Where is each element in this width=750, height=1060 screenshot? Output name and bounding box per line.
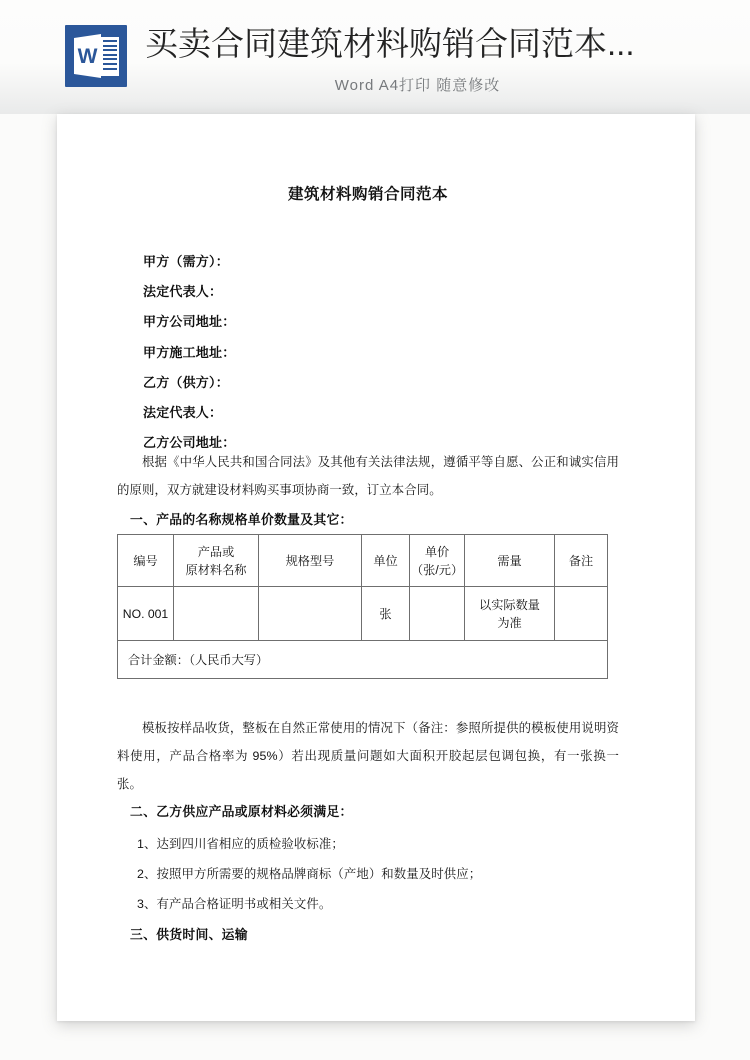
table-header-product-name-line1: 产品或 — [197, 544, 235, 559]
table-header-demand-line1: 需量 — [497, 553, 522, 568]
section-two-heading: 二、乙方供应产品或原材料必须满足： — [130, 804, 353, 819]
word-document-icon — [65, 25, 127, 87]
table-header-price-line1: 单价 — [424, 544, 450, 559]
table-header-spec-line1: 规格型号 — [285, 553, 335, 568]
document-body — [117, 114, 619, 1021]
table-header-product-name — [174, 535, 259, 587]
party-label-supplier-legal-rep: 法定代表人： — [143, 404, 223, 420]
party-label-supplier: 乙方（供方）： — [143, 374, 229, 390]
list-item: 3、有产品合格证明书或相关文件。 — [137, 897, 332, 911]
table-cell-demand — [465, 587, 555, 641]
table-cell-spec — [259, 587, 362, 641]
table-header-code — [118, 535, 174, 587]
table-cell-price — [410, 587, 465, 641]
table-cell-code: NO. 001 — [118, 587, 174, 641]
table-total-row — [118, 641, 608, 679]
table-cell-demand-line1: 以实际数量 — [479, 597, 540, 612]
table-cell-product-name — [174, 587, 259, 641]
table-cell-demand-line2: 为准 — [497, 615, 522, 630]
table-header-unit-line1: 单位 — [373, 553, 398, 568]
products-table — [117, 534, 608, 679]
table-cell-remark — [555, 587, 608, 641]
party-label-buyer-company-address: 甲方公司地址： — [143, 314, 236, 330]
list-item: 1、达到四川省相应的质检验收标准； — [137, 837, 344, 851]
table-header-spec — [259, 535, 362, 587]
table-header-code-line1: 编号 — [133, 553, 158, 568]
template-paragraph: 模板按样品收货，整板在自然正常使用的情况下（备注：参照所提供的模板使用说明资料使用，产品合格率为 95%）若出现质量问题如大面积开胶起层包调包换，有一张换一张。 — [117, 721, 619, 791]
table-header-product-name-line2: 原材料名称 — [185, 562, 247, 577]
word-icon-document-lines — [101, 37, 119, 76]
preview-header-inner — [57, 0, 695, 114]
table-header-remark — [555, 535, 608, 587]
document-title: 建筑材料购销合同范本 — [287, 186, 448, 203]
party-label-buyer: 甲方（需方）： — [143, 254, 229, 269]
document-page — [57, 114, 695, 1021]
list-item: 2、按照甲方所需要的规格品牌商标（产地）和数量及时供应； — [137, 867, 482, 881]
preview-title: 买卖合同建筑材料购销合同范本... — [145, 25, 635, 62]
table-cell-unit: 张 — [362, 587, 410, 641]
party-label-buyer-legal-rep: 法定代表人： — [143, 284, 223, 300]
table-header-price — [410, 535, 465, 587]
table-header-row — [118, 535, 608, 587]
table-header-price-line2: （张/元） — [411, 562, 464, 577]
party-label-supplier-company-address: 乙方公司地址： — [143, 435, 236, 451]
party-label-buyer-site-address: 甲方施工地址： — [143, 344, 236, 360]
intro-paragraph: 根据《中华人民共和国合同法》及其他有关法律法规，遵循平等自愿、公正和诚实信用的原则，双方就建设材料购买事项协商一致，订立本合同。 — [117, 455, 619, 497]
table-header-demand — [465, 535, 555, 587]
preview-subtitle: Word A4打印 随意修改 — [334, 77, 501, 94]
table-header-unit — [362, 535, 410, 587]
section-one-heading: 一、产品的名称规格单价数量及其它： — [130, 512, 353, 527]
word-icon-letter: W — [77, 44, 98, 68]
preview-header — [0, 0, 750, 114]
party-information-list — [143, 254, 543, 465]
table-header-remark-line1: 备注 — [568, 553, 594, 568]
section-three-heading: 三、供货时间、运输 — [130, 927, 248, 942]
table-total-label: 合计金额：（人民币大写） — [118, 641, 608, 679]
table-row — [118, 587, 608, 641]
